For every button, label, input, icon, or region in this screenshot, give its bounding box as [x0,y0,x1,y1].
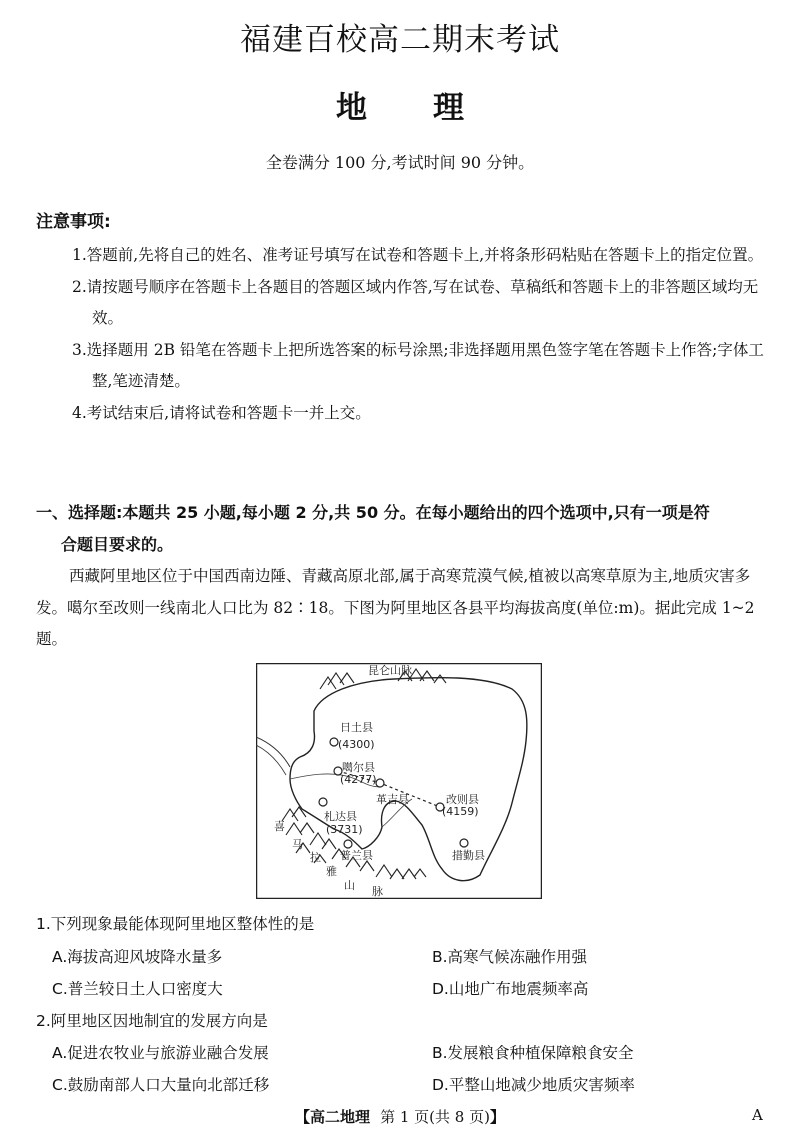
geji-label: 革吉县 [376,793,409,806]
geji-point [376,779,384,787]
himalaya-char-2: 马 [292,838,303,851]
map-frame [257,664,542,899]
subject-char-1: 地 [336,90,367,126]
pulan-point [344,840,352,848]
question-1-option-a: A.海拔高迎风坡降水量多 [52,948,223,966]
page-footer [0,1106,800,1127]
gaize-altitude: (4159) [442,805,479,818]
question-1-option-d: D.山地广布地震频率高 [432,980,589,998]
footer-right-bracket: 】 [489,1108,505,1126]
gaer-altitude: (4277) [340,773,377,786]
notice-title: 注意事项: [36,212,111,232]
ritu-altitude: (4300) [338,738,375,751]
question-1-stem: 1.下列现象最能体现阿里地区整体性的是 [36,915,315,933]
paper-version: A [752,1106,763,1124]
notice-list [72,240,770,429]
question-2-option-d: D.平整山地减少地质灾害频率 [432,1076,635,1094]
material-intro: 西藏阿里地区位于中国西南边陲、青藏高原北部,属于高寒荒漠气候,植被以高寒草原为主,地质灾害多发。噶尔至改则一线南北人口比为 82∶18。下图为阿里地区各县平均海拔高度(单位:m)。据此完成 1~2 题。 [36,567,755,648]
notice-item-2: 2.请按题号顺序在答题卡上各题目的答题区域内作答,写在试卷、草稿纸和答题卡上的非答题区域均无效。 [72,277,759,327]
himalaya-char-3: 拉 [310,851,321,864]
question-2-option-c: C.鼓励南部人口大量向北部迁移 [52,1076,270,1094]
footer-page-number: 第 1 页(共 8 页) [380,1108,490,1126]
question-1-option-c: C.普兰较日土人口密度大 [52,980,223,998]
coqen-point [460,839,468,847]
coqen-label: 措勤县 [452,849,485,862]
subject-char-2: 理 [433,90,464,126]
gaer-label: 噶尔县 [342,761,375,774]
section-heading-line-2: 合题目要求的。 [61,535,174,554]
himalaya-char-4: 雅 [326,865,337,878]
ritu-point [330,738,338,746]
himalaya-char-5: 山 [344,879,355,892]
notice-item-1: 1.答题前,先将自己的姓名、准考证号填写在试卷和答题卡上,并将条形码粘贴在答题卡上的指定位置。 [72,246,764,264]
footer-left-bracket: 【 [295,1108,311,1126]
himalaya-char-1: 喜 [274,820,285,833]
section-heading-line-1: 一、选择题:本题共 25 小题,每小题 2 分,共 50 分。在每小题给出的四个选项中,只有一项是符 [36,503,710,522]
ritu-label: 日土县 [340,721,373,734]
subject-title [0,82,800,127]
exam-title: 福建百校高二期末考试 [240,22,560,58]
kunlun-label: 昆仑山脉 [368,664,412,677]
ali-region-map [256,663,542,899]
footer-label: 高二地理 [310,1108,371,1126]
notice-item-3: 3.选择题用 2B 铅笔在答题卡上把所选答案的标号涂黑;非选择题用黑色签字笔在答题卡上作答;字体工整,笔迹清楚。 [72,340,764,390]
exam-info: 全卷满分 100 分,考试时间 90 分钟。 [265,153,535,172]
gaize-label: 改则县 [446,793,479,806]
question-2-stem: 2.阿里地区因地制宜的发展方向是 [36,1012,268,1030]
section-heading [36,497,776,561]
himalaya-char-6: 脉 [372,885,383,898]
question-2-option-b: B.发展粮食种植保障粮食安全 [432,1044,634,1062]
zhada-label: 札达县 [324,810,357,823]
question-1-option-b: B.高寒气候冻融作用强 [432,948,588,966]
pulan-label: 普兰县 [340,849,373,862]
question-2-option-a: A.促进农牧业与旅游业融合发展 [52,1044,269,1062]
zhada-point [319,798,327,806]
notice-item-4: 4.考试结束后,请将试卷和答题卡一并上交。 [72,403,371,422]
zhada-altitude: (3731) [326,823,363,836]
